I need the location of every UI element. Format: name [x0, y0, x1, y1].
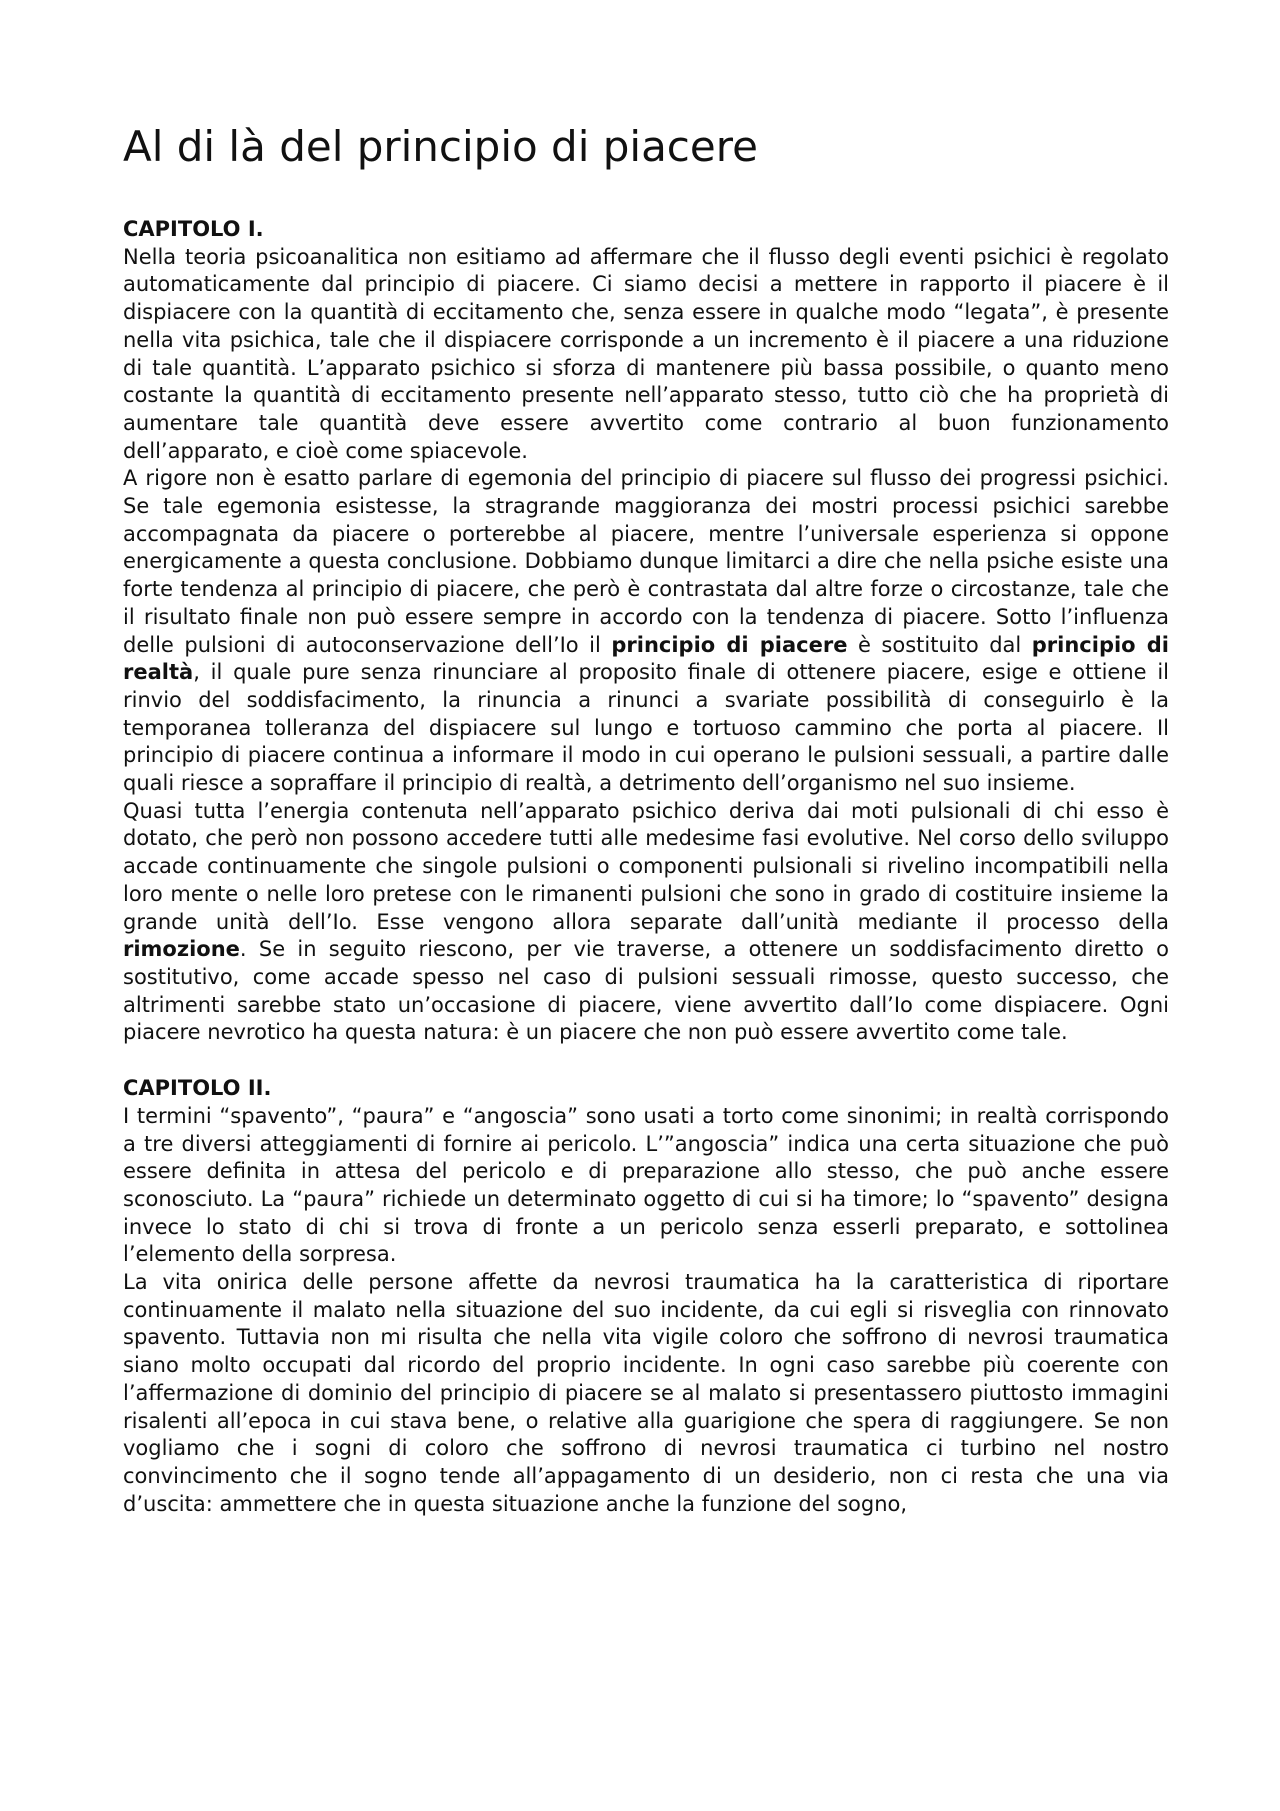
paragraph-text: , il quale pure senza rinunciare al proposito finale di ottenere piacere, esige e ottiene il rinvio del soddisfacimento, la rinuncia a rinunci a svariate possibilità di conseguirlo è la temporanea tolleranza del dispiacere sul lungo e tortuoso cammino che porta al piacere. Il principio di piacere continua a informare il modo in cui operano le pulsioni sessuali, a partire dalle quali riesce a sopraffare il principio di realtà, a detrimento dell’organismo nel suo insieme. [123, 660, 1169, 796]
chapter-1-paragraph-2 [123, 465, 1169, 797]
chapter-1 [123, 216, 1169, 1047]
chapter-2-paragraph-1: I termini “spavento”, “paura” e “angoscia” sono usati a torto come sinonimi; in realtà corrispondo a tre diversi atteggiamenti di fornire ai pericolo. L’”angoscia” indica una certa situazione che può essere definita in attesa del pericolo e di preparazione allo stesso, che può anche essere sconosciuto. La “paura” richiede un determinato oggetto di cui si ha timore; lo “spavento” designa invece lo stato di chi si trova di fronte a un pericolo senza esserli preparato, e sottolinea l’elemento della sorpresa. [123, 1103, 1169, 1267]
chapter-1-heading: CAPITOLO I. [123, 217, 264, 241]
paragraph-text: Quasi tutta l’energia contenuta nell’apparato psichico deriva dai moti pulsionali di chi esso è dotato, che però non possono accedere tutti alle medesime fasi evolutive. Nel corso dello sviluppo accade continuamente che singole pulsioni o componenti pulsionali si rivelino incompatibili nella loro mente o nelle loro pretese con le rimanenti pulsioni che sono in grado di costituire insieme la grande unità dell’Io. Esse vengono allora separate dall’unità mediante il processo della [123, 798, 1169, 934]
document-title: Al di là del principio di piacere [123, 122, 758, 171]
chapter-1-paragraph-1: Nella teoria psicoanalitica non esitiamo ad affermare che il flusso degli eventi psichici è regolato automaticamente dal principio di piacere. Ci siamo decisi a mettere in rapporto il piacere è il dispiacere con la quantità di eccitamento che, senza essere in qualche modo “legata”, è presente nella vita psichica, tale che il dispiacere corrisponde a un incremento è il piacere a una riduzione di tale quantità. L’apparato psichico si sforza di mantenere più bassa possibile, o quanto meno costante la quantità di eccitamento presente nell’apparato stesso, tutto ciò che ha proprietà di aumentare tale quantità deve essere avvertito come contrario al buon funzionamento dell’apparato, e cioè come spiacevole. [123, 244, 1169, 463]
bold-term-principio-di-realta: principio di realtà [123, 632, 1169, 685]
chapter-1-paragraph-3 [123, 798, 1169, 1047]
chapter-2-paragraph-2: La vita onirica delle persone affette da nevrosi traumatica ha la caratteristica di riportare continuamente il malato nella situazione del suo incidente, da cui egli si risveglia con rinnovato spavento. Tuttavia non mi risulta che nella vita vigile coloro che soffrono di nevrosi traumatica siano molto occupati dal ricordo del proprio incidente. In ogni caso sarebbe più coerente con l’affermazione di dominio del principio di piacere se al malato si presentassero piuttosto immagini risalenti all’epoca in cui stava bene, o relative alla guarigione che spera di raggiungere. Se non vogliamo che i sogni di coloro che soffrono di nevrosi traumatica ci turbino nel nostro convincimento che il sogno tende all’appagamento di un desiderio, non ci resta che una via d’uscita: ammettere che in questa situazione anche la funzione del sogno, [123, 1270, 1169, 1516]
bold-term-principio-di-piacere: principio di piacere [611, 632, 848, 657]
chapter-2 [123, 1075, 1169, 1518]
chapter-2-heading: CAPITOLO II. [123, 1076, 272, 1101]
bold-term-rimozione: rimozione [123, 937, 240, 962]
document-body [123, 122, 1169, 1546]
paragraph-text: è sostituito dal [847, 632, 1032, 657]
paragraph-text: A rigore non è esatto parlare di egemonia del principio di piacere sul flusso dei progressi psichici. Se tale egemonia esistesse, la stragrande maggioranza dei mostri processi psichici sarebbe accompagnata da piacere o porterebbe al piacere, mentre l’universale esperienza si oppone energicamente a questa conclusione. Dobbiamo dunque limitarci a dire che nella psiche esiste una forte tendenza al principio di piacere, che però è contrastata dal altre forze o circostanze, tale che il risultato finale non può essere sempre in accordo con la tendenza di piacere. Sotto l’influenza delle pulsioni di autoconservazione dell’Io il [123, 466, 1169, 657]
paragraph-text: . Se in seguito riescono, per vie traverse, a ottenere un soddisfacimento diretto o sostitutivo, come accade spesso nel caso di pulsioni sessuali rimosse, questo successo, che altrimenti sarebbe stato un’occasione di piacere, viene avvertito dall’Io come dispiacere. Ogni piacere nevrotico ha questa natura: è un piacere che non può essere avvertito come tale. [123, 937, 1169, 1045]
